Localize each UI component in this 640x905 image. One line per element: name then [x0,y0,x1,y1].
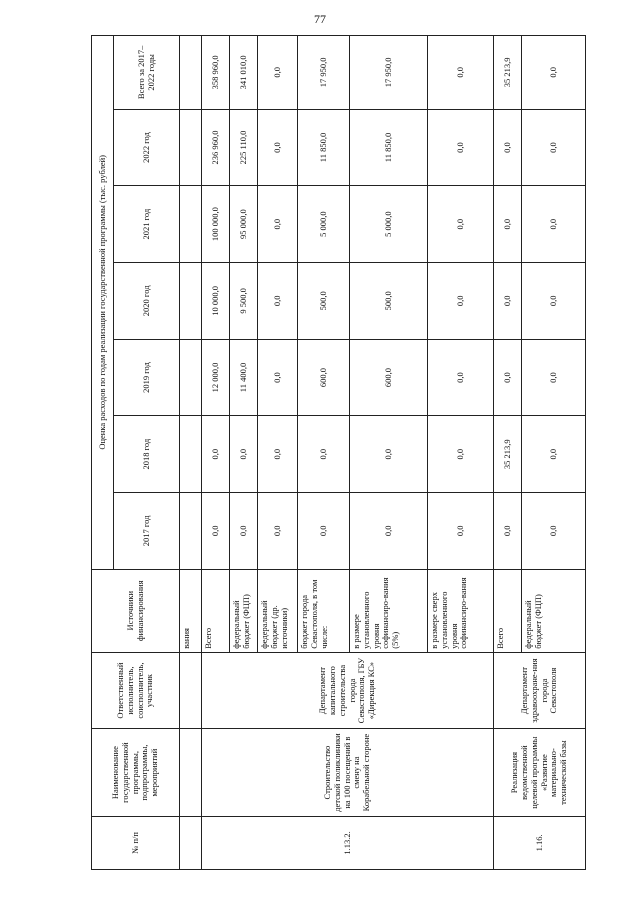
cell-value: 0,0 [494,493,522,570]
cell-value: 0,0 [258,339,298,416]
cell-value: 600,0 [298,339,350,416]
carry-cell [180,729,202,816]
cell-value: 341 010,0 [230,36,258,110]
cell-value: 100 000,0 [202,186,230,263]
cell-value: 12 000,0 [202,339,230,416]
cell-value: 11 400,0 [230,339,258,416]
cell-value: 0,0 [428,109,494,186]
cell-value: 0,0 [428,36,494,110]
cell-value: 358 960,0 [202,36,230,110]
header-name: Наименование государственной программы, подпрограммы, мероприятий [92,729,180,816]
carry-cell [180,652,202,729]
carry-cell [180,263,202,340]
cell-value: 0,0 [230,416,258,493]
cell-value: 0,0 [258,109,298,186]
item-num: 1.16. [494,816,586,869]
cell-value: 0,0 [494,186,522,263]
page-number: 77 [314,12,326,26]
cell-value: 0,0 [230,493,258,570]
cell-value: 0,0 [522,493,586,570]
budget-table [91,35,586,870]
cell-value: 0,0 [494,339,522,416]
cell-value: 17 950,0 [298,36,350,110]
cell-value: 0,0 [298,416,350,493]
carry-cell [180,816,202,869]
header-num: № п/п [92,816,180,869]
cell-value: 17 950,0 [350,36,428,110]
cell-value: 0,0 [202,493,230,570]
table-row [494,36,522,870]
cell-value: 0,0 [258,416,298,493]
header-responsible: Ответственный исполнитель, соисполнитель, участник [92,652,180,729]
cell-value: 11 850,0 [350,109,428,186]
carry-cell [180,186,202,263]
row-source: бюджет города Севастополя, в том числе: [298,569,350,652]
carry-cell [180,109,202,186]
item-name: Строительство детской поликлиники на 100 посещений в смену на Корабельной стороне [202,729,494,816]
carry-cell [180,416,202,493]
cell-value: 0,0 [522,109,586,186]
header-total: Всего за 2017–2022 годы [114,36,180,110]
cell-value: 0,0 [202,416,230,493]
cell-value: 0,0 [428,263,494,340]
cell-value: 600,0 [350,339,428,416]
cell-value: 0,0 [522,36,586,110]
cell-value: 0,0 [298,493,350,570]
row-source: федеральный бюджет (ФЦП) [230,569,258,652]
cell-value: 225 110,0 [230,109,258,186]
row-source: в размере сверх установленного уровня софинансиро-вания [428,569,494,652]
row-source: федеральный бюджет (др. источники) [258,569,298,652]
header-year: 2018 год [114,416,180,493]
cell-value: 0,0 [522,186,586,263]
cell-value: 35 213,9 [494,36,522,110]
cell-value: 0,0 [428,186,494,263]
header-year: 2019 год [114,339,180,416]
row-source: в размере установленного уровня софинансиро-вания (5%) [350,569,428,652]
rotated-table-area [91,35,585,870]
item-responsible: Департамент здравоохране-ния города Севастополя [494,652,586,729]
header-year: 2020 год [114,263,180,340]
cell-value: 5 000,0 [298,186,350,263]
header-estimate: Оценка расходов по годам реализации государственной программы (тыс. рублей) [92,36,114,570]
cell-value: 0,0 [522,263,586,340]
cell-value: 500,0 [298,263,350,340]
cell-value: 35 213,9 [494,416,522,493]
item-name: Реализация ведомственной целевой программы «Развитие материально-технической базы [494,729,586,816]
carry-cell [180,36,202,110]
cell-value: 0,0 [494,263,522,340]
carry-cell [180,493,202,570]
cell-value: 0,0 [428,339,494,416]
header-year: 2017 год [114,493,180,570]
cell-value: 0,0 [350,416,428,493]
carry-cell [180,339,202,416]
cell-value: 0,0 [258,263,298,340]
table-row [202,36,230,870]
cell-value: 0,0 [258,36,298,110]
carry-over-text: вания [180,569,202,652]
cell-value: 0,0 [522,339,586,416]
cell-value: 0,0 [258,186,298,263]
header-year: 2021 год [114,186,180,263]
cell-value: 9 500,0 [230,263,258,340]
cell-value: 0,0 [350,493,428,570]
cell-value: 10 000,0 [202,263,230,340]
cell-value: 0,0 [428,416,494,493]
row-source: Всего [202,569,230,652]
cell-value: 11 850,0 [298,109,350,186]
row-source: Всего [494,569,522,652]
cell-value: 5 000,0 [350,186,428,263]
cell-value: 95 000,0 [230,186,258,263]
item-num: 1.13.2. [202,816,494,869]
header-year: 2022 год [114,109,180,186]
row-source: федеральный бюджет (ФЦП) [522,569,586,652]
cell-value: 0,0 [258,493,298,570]
item-responsible: Департамент капитального строительства города Севастополя, ГБУ «Дирекция КС» [202,652,494,729]
cell-value: 236 960,0 [202,109,230,186]
header-source: Источники финансирования [92,569,180,652]
cell-value: 500,0 [350,263,428,340]
cell-value: 0,0 [428,493,494,570]
cell-value: 0,0 [522,416,586,493]
cell-value: 0,0 [494,109,522,186]
